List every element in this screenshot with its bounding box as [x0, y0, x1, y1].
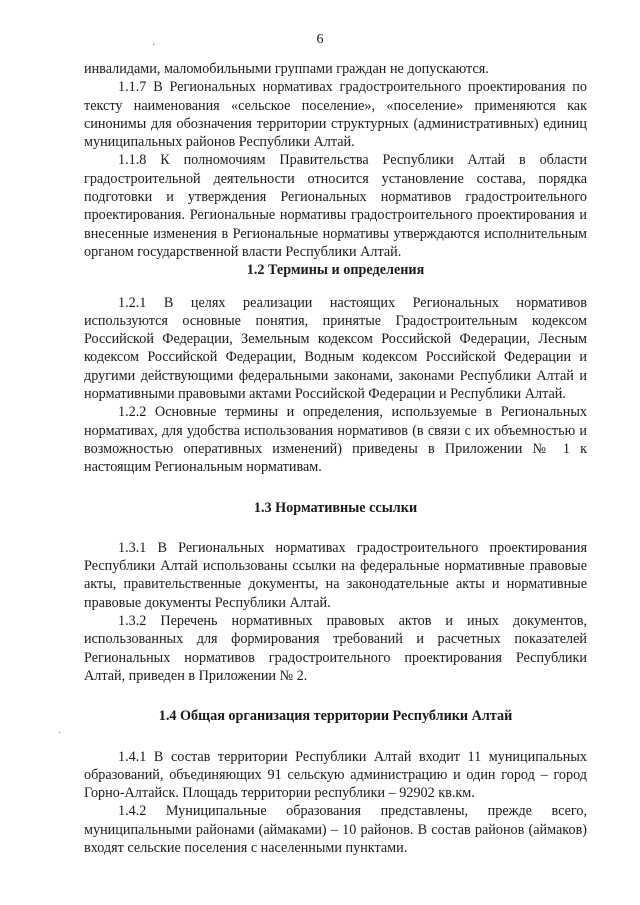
document-body	[84, 60, 587, 857]
paragraph-1-3-2: 1.3.2 Перечень нормативных правовых актов и иных документов, использованных для формирования требований и расчетных показателей Региональных нормативов градостроительного проектирования Республики Алтай, приведен в Приложении № 2.	[84, 613, 587, 684]
section-heading-1-3: 1.3 Нормативные ссылки	[253, 499, 418, 516]
paragraph-1-4-1: 1.4.1 В состав территории Республики Алтай входит 11 муниципальных образований, объединяющих 91 сельскую администрацию и один город – город Горно-Алтайск. Площадь территории республики – 92902 кв.км.	[84, 748, 587, 802]
section-heading-1-2: 1.2 Термины и определения	[246, 262, 425, 279]
paragraph-1-1-7: 1.1.7 В Региональных нормативах градостроительного проектирования по тексту наименования «сельское поселение», «поселение» применяются как синонимы для обозначения территории структурных (административных) единиц муниципальных районов Республики Алтай.	[84, 79, 587, 151]
paragraph-1-3-1: 1.3.1 В Региональных нормативах градостроительного проектирования Республики Алтай использованы ссылки на федеральные нормативные правовые акты, правительственные документы, на законодательные акты и нормативные правовые документы Республики Алтай.	[84, 539, 587, 611]
page-number: 6	[316, 32, 324, 47]
paragraph-1-2-2: 1.2.2 Основные термины и определения, используемые в Региональных нормативах, для удобства использования нормативов (в связи с их объемностью и возможностью оперативных изменений) приведены в Приложении № 1 к настоящим Региональным нормативам.	[84, 404, 587, 476]
paragraph-continuation: инвалидами, маломобильными группами граждан не допускаются.	[84, 61, 489, 77]
scan-speck: ·	[152, 40, 156, 51]
paragraph-1-2-1: 1.2.1 В целях реализации настоящих Региональных нормативов используются основные понятия, принятые Градостроительным кодексом Российской Федерации, Земельным кодексом Российской Федерации, Лесным кодексом Российской Федерации, Водным кодексом Российской Федерации и другими действующими федеральными законами, законами Республики Алтай и нормативными правовыми актами Российской Федерации и Республики Алтай.	[84, 294, 587, 403]
section-heading-1-4: 1.4 Общая организация территории Республики Алтай	[158, 708, 513, 725]
paragraph-1-1-8: 1.1.8 К полномочиям Правительства Республики Алтай в области градостроительной деятельности относится установление состава, порядка подготовки и утверждения Региональных нормативов градостроительного проектирования. Региональные нормативы градостроительного проектирования и внесенные изменения в Региональные нормативы утверждаются исполнительным органом государственной власти Республики Алтай.	[84, 152, 587, 260]
scan-speck: ·	[58, 728, 62, 739]
paragraph-1-4-2: 1.4.2 Муниципальные образования представлены, прежде всего, муниципальными районами (аймаками) – 10 районов. В состав районов (аймаков) входят сельские поселения с населенными пунктами.	[84, 803, 587, 856]
